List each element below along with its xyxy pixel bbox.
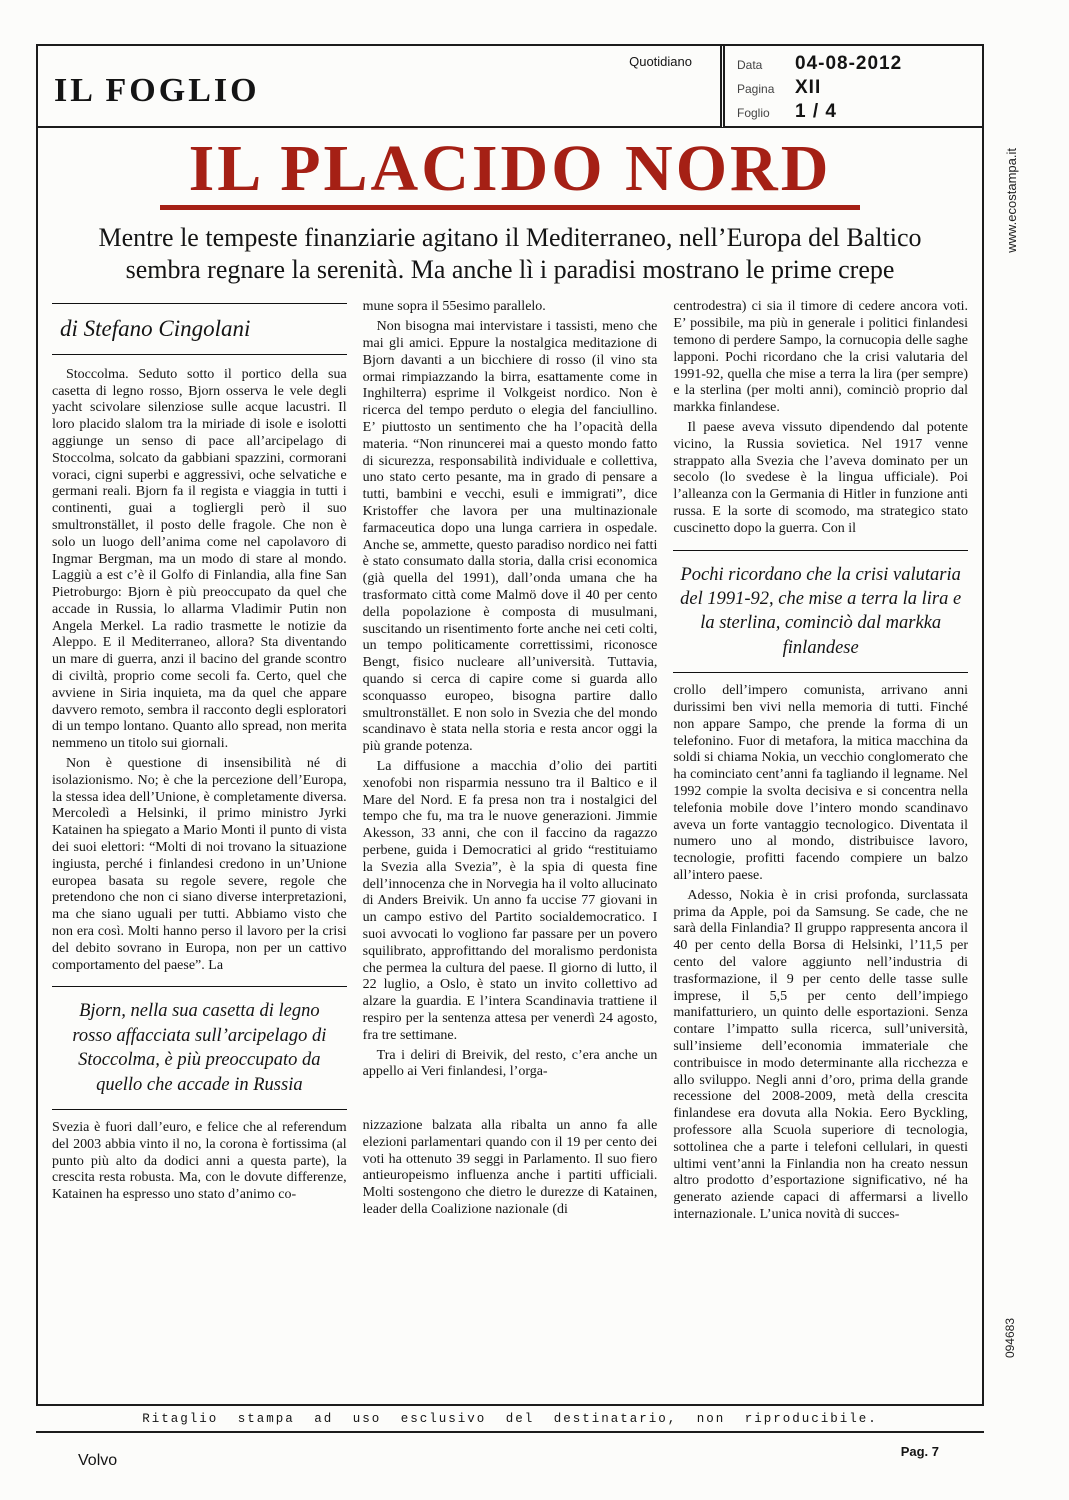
- pull-quote-1: Bjorn, nella sua casetta di legno rosso affacciata sull’arcipelago di Stoccolma, è più preoccupato da quello che accade in Russia: [52, 986, 347, 1110]
- paragraph: Svezia è fuori dall’euro, e felice che al referendum del 2003 abbia vinto il no, la corona è fortissima (al punto più alto da dodici anni a questa parte), la crescita resta robusta. Ma, con le dovute differenze, Katainen ha espresso uno stato d’animo co-: [52, 1120, 347, 1203]
- paragraph: nizzazione balzata alla ribalta un anno fa alle elezioni parlamentari quando con il 19 per cento dei voti ha ottenuto 39 seggi in Parlamento. Il suo fiero antieuropeismo influenza anche i partiti ufficiali. Molti sostengono che dietro le durezze di Katainen, leader della Coalizione nazionale (di: [362, 1118, 658, 1218]
- sheet-label: Foglio: [737, 106, 770, 120]
- clipping-page-number: Pag. 7: [900, 1444, 939, 1459]
- paragraph: Il paese aveva vissuto dipendendo dal potente vicino, la Russia sovietica. Nel 1917 venne strappato alla Svezia che l’aveva dominato per un secolo (lo svedese è la lingua ufficiale). Poi l’alleanza con la Germania di Hitler in funzione anti russa. E la sorte di scomodo, ma strategico stato cuscinetto dopo la guerra. Con il: [673, 420, 969, 536]
- paragraph: La diffusione a macchia d’olio dei partiti xenofobi non risparmia nessuno tra il Baltico e il Mare del Nord. E fa presa non tra i nostalgici del tempo che fu, ma tra le nuove generazioni. Jimmie Akesson, 33 anni, che con il faccino da ragazzo perbene, guida i Democratici al grido “restituiamo la Svezia alla Svezia”, è la spia di questa fine dell’innocenza che in Norvegia ha il volto allucinato di Anders Breivik. Un anno fa uccise 77 giovani in un campo estivo del Partito socialdemocratico. I suoi avvocati lo vogliono far passare per un povero squilibrato, approfittando del moralismo perdonista che permea la cultura del paese. Il giorno di lutto, il 22 luglio, a Oslo, è stato un invito collettivo ad alzare la guardia. E l’intera Scandinavia trattiene il respiro per la sentenza attesa per venerdì 24 agosto, fra tre settimane.: [362, 758, 658, 1043]
- headline-block: [38, 128, 982, 285]
- page-label: Pagina: [737, 82, 775, 96]
- newspaper-logo: IL FOGLIO: [54, 72, 260, 109]
- column-gap-spacer: [363, 1084, 658, 1118]
- byline: di Stefano Cingolani: [52, 303, 347, 354]
- paragraph: Tra i deliri di Breivik, del resto, c’era anche un appello ai Veri finlandesi, l’orga-: [362, 1047, 658, 1080]
- paragraph: Non è questione di insensibilità né di isolazionismo. No; è che la percezione dell’Europa, la stessa idea dell’Unione, è completamente diversa. Mercoledì a Helsinki, il primo ministro Jyrki Katainen ha spiegato a Mario Monti il punto di vista dei suoi elettori: “Molti di noi trovano la situazione ingiusta, perché i finlandesi credono in un’Unione europea basata su regole severe, regole che pretendono che non ci siano diverse interpretazioni, ma che siano uguali per tutti. Abbiamo visto che non era così. Molti hanno perso il lavoro per la crisi del debito sovrano in Europa, non per un cattivo comportamento del paese”. La: [52, 756, 347, 973]
- pull-quote-2: Pochi ricordano che la crisi valutaria del 1991-92, che mise a terra la lira e la sterlina, cominciò dal markka finlandese: [673, 550, 968, 674]
- paragraph: Adesso, Nokia è in crisi profonda, surclassata prima da Apple, poi da Samsung. Se cade, che ne sarà della Finlandia? Il gruppo rappresenta ancora il 40 per cento della Borsa di Helsinki, l’11,5 per cento del valore aggiunto nell’industria di trasformazione, il 9 per cento delle tasse sulle imprese, il 5,5 per cento dell’impiego manifatturiero, un quinto delle esportazioni. Senza contare l’impatto sulla ricerca, sull’università, sull’insieme dell’economia immateriale che contribuisce in modo determinante alla ricchezza e allo sviluppo. Negli anni d’oro, prima della grande recessione del 2008-2009, metà della crescita finlandese era dovuta alla Nokia. Eero Byckling, professore alla Scuola superiore di tecnologia, sottolinea che a parte i telefoni cellulari, in questi ultimi vent’anni la Finlandia non ha creato nessun altro prodotto d’esportazione significativo, né ha generato aziende capaci di affermarsi a livello internazionale. L’unica novità di succes-: [673, 887, 969, 1222]
- column-1: [52, 299, 347, 1226]
- sheet-row: [737, 101, 970, 123]
- client-brand-label: Volvo: [78, 1452, 118, 1469]
- article-frame: [36, 44, 984, 1406]
- clipping-code-vertical: 094683: [1003, 1318, 1017, 1359]
- article-columns: [38, 285, 982, 1226]
- article-headline: IL PLACIDO NORD: [188, 132, 832, 205]
- page-row: [737, 77, 970, 99]
- column-3: [673, 299, 968, 1226]
- paragraph: centrodestra) ci sia il timore di cedere ancora voti. E’ possibile, ma più in generale i politici finlandesi temono di perdere Sampo, la cornucopia delle saghe lapponi. Pochi ricordano che la crisi valutaria del 1991-92, quella che mise a terra la lira (per sempre) e la sterlina (per molti anni), cominciò proprio dal markka finlandese.: [673, 299, 969, 416]
- periodicity-label: Quotidiano: [629, 54, 692, 69]
- page-value: XII: [795, 77, 822, 98]
- article-subtitle: Mentre le tempeste finanziarie agitano il Mediterraneo, nell’Europa del Baltico sembra regnare la serenità. Ma anche lì i paradisi mostrano le prime crepe: [98, 223, 922, 284]
- press-clipping-infobox: [720, 44, 984, 128]
- paragraph: crollo dell’impero comunista, arrivano anni durissimi ben vivi nella memoria di tutti. Finché non appare Sampo, che prende la forma di un telefonino. Fuor di metafora, la mitica macchina da soldi si chiama Nokia, un vecchio conglomerato che ha cominciato cent’anni fa tagliando il legname. Nel 1992 compie la svolta decisiva e si concentra nella telefonia mobile dove l’intero mondo scandinavo aveva un forte vantaggio tecnologico. Diventata il numero uno al mondo, distribuisce lavoro, tecnologie, profitti facendo compiere un balzo all’intero paese.: [673, 683, 969, 883]
- sheet-value: 1 / 4: [795, 101, 837, 122]
- ecostampa-url-vertical: www.ecostampa.it: [1004, 148, 1019, 253]
- date-row: [737, 53, 970, 75]
- masthead-header: [38, 46, 982, 128]
- paragraph: Non bisogna mai intervistare i tassisti, meno che mai gli amici. Eppure la nostalgica meditazione di Bjorn davanti a un bicchiere di rosso (il vino sta ormai rimpiazzando la birra, esattamente come in Inghilterra) esprime il Volkgeist nordico. Non è ricerca del tempo perduto o elegia del fanciullino. E’ piuttosto un sentimento che ha l’opacità della materia. “Non rinuncerei mai a questo mondo fatto di sicurezza, responsabilità individuale e collettiva, uno stato certo pesante, ma in grado di pensare a tutti, bambini e vecchi, esuli e immigrati”, dice Kristoffer che lavora per una multinazionale farmaceutica dopo una lunga carriera in ospedale. Anche se, ammette, questo paradiso nordico nei fatti è stato consumato dalla storia, dalla crisi economica (già quella del 1991), dall’onda umana che ha trasformato città come Malmö dove il 40 per cento della popolazione è composta di musulmani, suscitando un risentimento forte anche nei ceti colti, un tempo politicamente correttissimi, riconosce Bengt, fisico nucleare all’università. Tuttavia, quando si cerca di capire come si guarda allo sconquasso europeo, bisogna partire dallo smultronstället. E non solo in Svezia che del mondo scandinavo è stata nella storia e resta ancor oggi la più grande potenza.: [362, 319, 658, 755]
- headline-underline: [160, 205, 860, 210]
- press-clipping-disclaimer: Ritaglio stampa ad uso esclusivo del destinatario, non riproducibile.: [36, 1408, 984, 1433]
- paragraph: Stoccolma. Seduto sotto il portico della sua casetta di legno rosso, Bjorn osserva le vele degli yacht scivolare silenziose sulle acque lacustri. Il loro placido slalom tra la miriade di isole e isolotti aggiunge un senso di pace all’arcipelago di Stoccolma, solcato da gabbiani spazzini, cormorani voraci, cigni superbi e aggressivi, oche selvatiche e germani reali. Bjorn fa il regista e viaggia in tutti i continenti, guai a togliergli però il suo smultronstället, il posto delle fragole. Che non è solo un luogo dell’anima come nel capolavoro di Ingmar Bergman, ma un modo di stare al mondo. Laggiù a est c’è il Golfo di Finlandia, alla fine San Pietroburgo: Bjorn è più preoccupato da quel che accade in Russia, lo allarma Vladimir Putin non Angela Merkel. La radio trasmette le notizie da Aleppo. E il Mediterraneo, allora? Sta diventando un mare di guerra, anzi il bacino del grande scontro di civiltà, proprio come secoli fa. Certo, quel che avviene in Siria inquieta, ma da quel che appare davvero remoto, sembra il racconto degli esploratori di un tempo lontano. Quanto allo spread, non merita nemmeno un titolo sui giornali.: [52, 366, 347, 752]
- paragraph: mune sopra il 55esimo parallelo.: [362, 299, 546, 315]
- column-2: [363, 299, 658, 1226]
- date-value: 04-08-2012: [795, 53, 903, 74]
- date-label: Data: [737, 58, 763, 72]
